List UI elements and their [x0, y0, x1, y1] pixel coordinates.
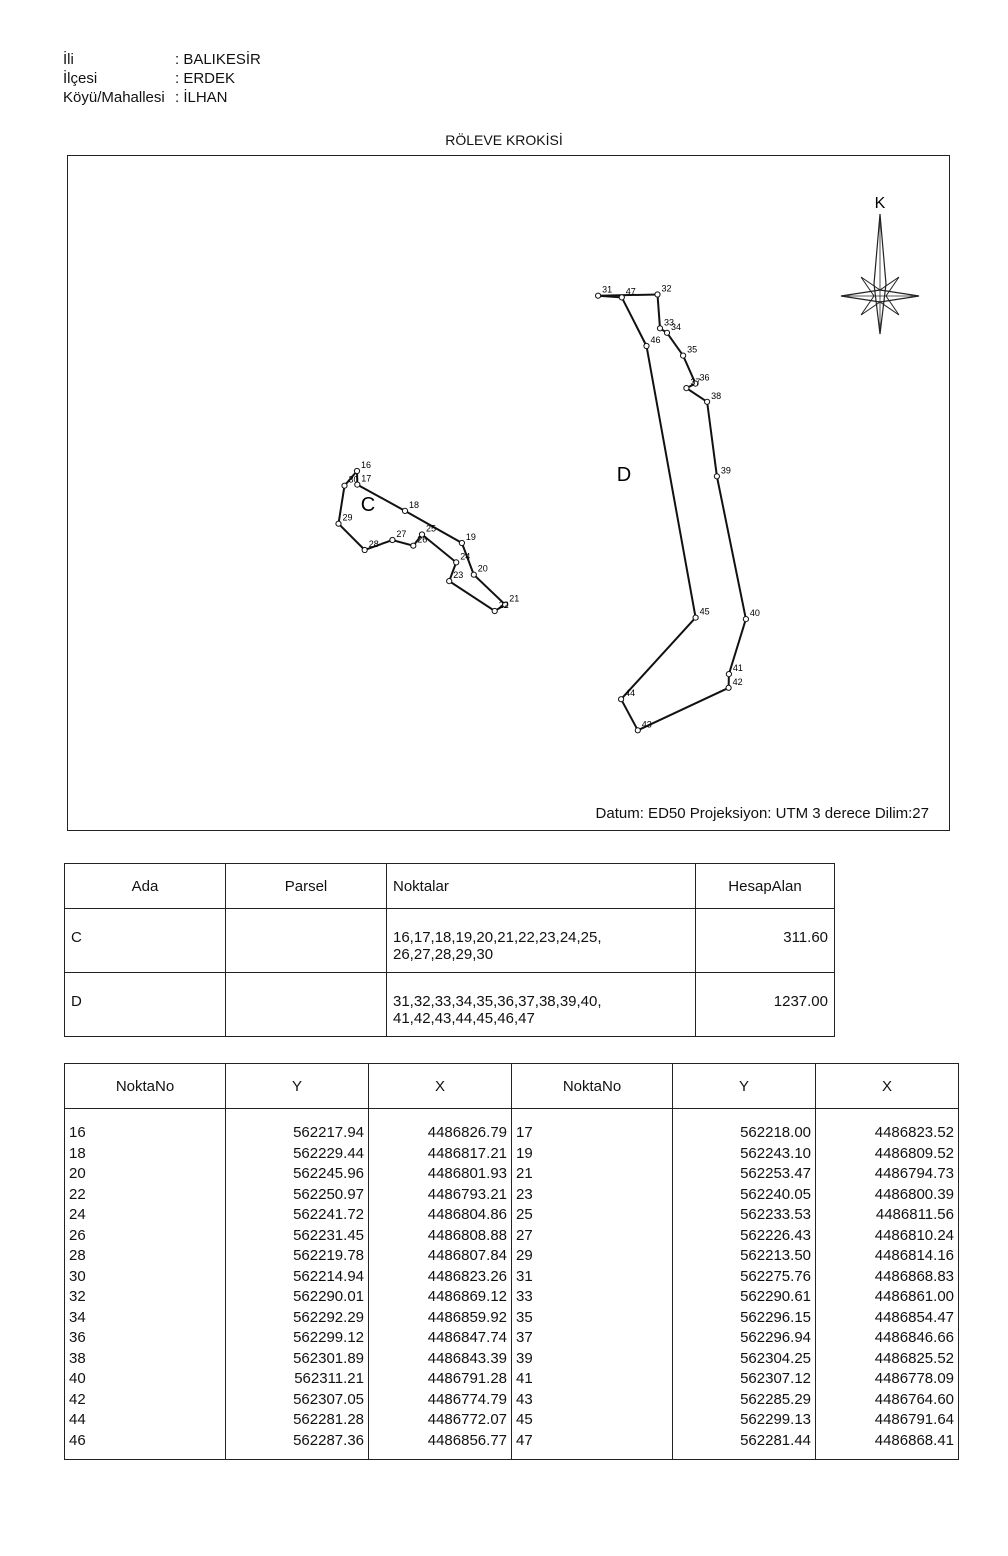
cell-x: 4486846.66: [816, 1328, 959, 1349]
il-value: : BALIKESİR: [175, 51, 261, 68]
table-row: [65, 1369, 959, 1390]
point-label: 39: [720, 465, 731, 476]
point-marker: [726, 672, 731, 677]
cell-x: 4486794.73: [816, 1164, 959, 1185]
cell-x: 4486825.52: [816, 1349, 959, 1370]
cell-x: 4486856.77: [369, 1431, 512, 1460]
point-marker: [655, 292, 660, 297]
cell-noktano: 27: [512, 1226, 673, 1247]
cell-y: 562219.78: [226, 1246, 369, 1267]
table-row: [65, 1164, 959, 1185]
cell-x: 4486801.93: [369, 1164, 512, 1185]
point-label: 31: [602, 284, 613, 295]
point-label: 36: [699, 372, 710, 383]
table-row: [65, 973, 835, 1037]
point-label: 47: [625, 286, 636, 297]
cell-noktano: 16: [65, 1109, 226, 1144]
cell-y: 562299.12: [226, 1328, 369, 1349]
point-label: 16: [361, 460, 372, 470]
table-row: [65, 1109, 959, 1144]
cell-y: 562226.43: [673, 1226, 816, 1247]
point-label: 27: [396, 529, 407, 539]
cell-noktano: 37: [512, 1328, 673, 1349]
parcel-table-header: [65, 864, 835, 909]
point-label: 45: [699, 606, 710, 617]
table-row: [65, 1246, 959, 1267]
cell-x: 4486809.52: [816, 1144, 959, 1165]
cell-noktano: 31: [512, 1267, 673, 1288]
point-marker: [390, 537, 395, 542]
noktalar-line: 31,32,33,34,35,36,37,38,39,40,: [393, 993, 602, 1010]
cell-y: 562253.47: [673, 1164, 816, 1185]
table-row: [65, 909, 835, 973]
point-label: 42: [732, 676, 743, 687]
point-marker: [411, 543, 416, 548]
cell-noktano: 45: [512, 1410, 673, 1431]
cell-x: 4486823.52: [816, 1109, 959, 1144]
col-y: Y: [673, 1064, 816, 1109]
point-label: 37: [690, 377, 701, 388]
cell-x: 4486817.21: [369, 1144, 512, 1165]
cell-x: 4486764.60: [816, 1390, 959, 1411]
point-label: 19: [465, 532, 476, 542]
cell-noktano: 21: [512, 1164, 673, 1185]
point-label: 17: [361, 473, 372, 484]
cell-noktano: 26: [65, 1226, 226, 1247]
table-row: [65, 1431, 959, 1460]
cell-x: 4486861.00: [816, 1287, 959, 1308]
cell-parsel: [226, 909, 387, 973]
point-label: 28: [368, 539, 379, 549]
cell-y: 562229.44: [226, 1144, 369, 1165]
cell-x: 4486869.12: [369, 1287, 512, 1308]
cell-y: 562213.50: [673, 1246, 816, 1267]
cell-x: 4486800.39: [816, 1185, 959, 1206]
point-label: 43: [641, 719, 652, 730]
point-label: 40: [749, 608, 760, 619]
col-parsel: Parsel: [226, 864, 387, 909]
sketch-title: RÖLEVE KROKİSİ: [445, 132, 563, 148]
coordinate-table-header: [65, 1064, 959, 1109]
point-label: 23: [453, 570, 464, 581]
cell-y: 562287.36: [226, 1431, 369, 1460]
point-label: 32: [661, 283, 672, 294]
parcels-layer: [336, 284, 760, 733]
point-label: 20: [477, 563, 488, 574]
cell-x: 4486868.83: [816, 1267, 959, 1288]
cell-x: 4486807.84: [369, 1246, 512, 1267]
cell-x: 4486868.41: [816, 1431, 959, 1460]
col-hesapalan: HesapAlan: [696, 864, 835, 909]
coordinate-rows: [65, 1109, 959, 1460]
cell-x: 4486791.28: [369, 1369, 512, 1390]
point-marker: [342, 483, 347, 488]
table-row: [65, 1267, 959, 1288]
cell-noktano: 22: [65, 1185, 226, 1206]
cell-parsel: [226, 973, 387, 1037]
point-label: 41: [732, 663, 743, 674]
col-noktano: NoktaNo: [512, 1064, 673, 1109]
noktalar-line: 16,17,18,19,20,21,22,23,24,25,: [393, 929, 602, 946]
point-label: 26: [417, 534, 428, 545]
point-marker: [635, 728, 640, 733]
ilce-value: : ERDEK: [175, 70, 236, 87]
cell-noktano: 24: [65, 1205, 226, 1226]
cell-noktano: 28: [65, 1246, 226, 1267]
cell-y: 562245.96: [226, 1164, 369, 1185]
koy-value: : İLHAN: [175, 89, 228, 106]
cell-noktano: 43: [512, 1390, 673, 1411]
cell-ada: D: [65, 973, 226, 1037]
table-row: [65, 1349, 959, 1370]
point-label: 33: [664, 317, 675, 328]
cell-y: 562285.29: [673, 1390, 816, 1411]
datum-note: Datum: ED50 Projeksiyon: UTM 3 derece Dilim:27: [595, 805, 929, 822]
cell-x: 4486810.24: [816, 1226, 959, 1247]
survey-sketch: [67, 155, 950, 831]
point-label: 35: [687, 344, 698, 355]
cell-x: 4486772.07: [369, 1410, 512, 1431]
sketch-canvas: [68, 156, 951, 832]
cell-x: 4486826.79: [369, 1109, 512, 1144]
point-marker: [492, 608, 497, 613]
parcel-c-label: C: [360, 494, 376, 516]
cell-x: 4486804.86: [369, 1205, 512, 1226]
cell-noktalar: [387, 909, 696, 973]
table-row: [65, 1144, 959, 1165]
cell-noktano: 35: [512, 1308, 673, 1329]
table-row: [65, 1226, 959, 1247]
cell-y: 562241.72: [226, 1205, 369, 1226]
point-label: 22: [498, 600, 509, 610]
cell-x: 4486774.79: [369, 1390, 512, 1411]
cell-x: 4486811.56: [816, 1205, 959, 1226]
cell-noktano: 20: [65, 1164, 226, 1185]
cell-y: 562299.13: [673, 1410, 816, 1431]
cell-y: 562290.61: [673, 1287, 816, 1308]
coordinate-table: [64, 1063, 959, 1460]
point-label: 24: [460, 551, 471, 562]
cell-noktano: 19: [512, 1144, 673, 1165]
cell-y: 562301.89: [226, 1349, 369, 1370]
cell-noktano: 40: [65, 1369, 226, 1390]
cell-y: 562304.25: [673, 1349, 816, 1370]
table-row: [65, 1205, 959, 1226]
point-marker: [402, 508, 407, 513]
cell-noktano: 42: [65, 1390, 226, 1411]
cell-noktano: 47: [512, 1431, 673, 1460]
point-marker: [619, 697, 624, 702]
cell-y: 562296.94: [673, 1328, 816, 1349]
cell-noktano: 30: [65, 1267, 226, 1288]
cell-noktano: 32: [65, 1287, 226, 1308]
table-row: [65, 1287, 959, 1308]
il-label: İli: [63, 51, 74, 68]
cell-y: 562240.05: [673, 1185, 816, 1206]
cell-y: 562231.45: [226, 1226, 369, 1247]
point-marker: [336, 521, 341, 526]
cell-x: 4486791.64: [816, 1410, 959, 1431]
cell-y: 562292.29: [226, 1308, 369, 1329]
point-marker: [454, 560, 459, 565]
cell-noktano: 41: [512, 1369, 673, 1390]
noktalar-line: 26,27,28,29,30: [393, 946, 494, 963]
col-noktalar: Noktalar: [387, 864, 696, 909]
point-marker: [657, 326, 662, 331]
cell-x: 4486808.88: [369, 1226, 512, 1247]
parcel-d-label: D: [616, 464, 632, 486]
ilce-label: İlçesi: [63, 70, 98, 87]
cell-noktalar: [387, 973, 696, 1037]
point-marker: [619, 295, 624, 300]
cell-x: 4486778.09: [816, 1369, 959, 1390]
cell-y: 562275.76: [673, 1267, 816, 1288]
cell-x: 4486847.74: [369, 1328, 512, 1349]
point-label: 38: [711, 390, 722, 401]
table-row: [65, 1390, 959, 1411]
point-marker: [664, 330, 669, 335]
cell-x: 4486793.21: [369, 1185, 512, 1206]
cell-alan: 311.60: [696, 909, 835, 973]
table-row: [65, 1308, 959, 1329]
col-noktano: NoktaNo: [65, 1064, 226, 1109]
cell-noktano: 17: [512, 1109, 673, 1144]
point-marker: [743, 617, 748, 622]
col-x: X: [816, 1064, 959, 1109]
point-marker: [459, 540, 464, 545]
point-label: 44: [625, 688, 636, 699]
table-row: [65, 1328, 959, 1349]
north-label: K: [874, 195, 886, 212]
point-label: 46: [650, 335, 661, 345]
cell-noktano: 25: [512, 1205, 673, 1226]
cell-noktano: 34: [65, 1308, 226, 1329]
cell-y: 562307.12: [673, 1369, 816, 1390]
cell-noktano: 36: [65, 1328, 226, 1349]
cell-x: 4486823.26: [369, 1267, 512, 1288]
cell-noktano: 46: [65, 1431, 226, 1460]
point-label: 21: [509, 593, 520, 604]
table-row: [65, 1185, 959, 1206]
parcel-table: [64, 863, 835, 1037]
cell-y: 562296.15: [673, 1308, 816, 1329]
cell-noktano: 29: [512, 1246, 673, 1267]
cell-y: 562217.94: [226, 1109, 369, 1144]
cell-y: 562311.21: [226, 1369, 369, 1390]
point-marker: [596, 293, 601, 298]
cell-y: 562243.10: [673, 1144, 816, 1165]
cell-y: 562281.28: [226, 1410, 369, 1431]
cell-x: 4486843.39: [369, 1349, 512, 1370]
cell-y: 562307.05: [226, 1390, 369, 1411]
point-label: 30: [348, 474, 359, 485]
point-marker: [693, 615, 698, 620]
cell-ada: C: [65, 909, 226, 973]
col-ada: Ada: [65, 864, 226, 909]
point-marker: [681, 353, 686, 358]
cell-y: 562214.94: [226, 1267, 369, 1288]
point-marker: [705, 399, 710, 404]
point-marker: [684, 386, 689, 391]
cell-x: 4486859.92: [369, 1308, 512, 1329]
point-label: 18: [409, 499, 420, 510]
point-marker: [644, 343, 649, 348]
north-arrow-icon: [841, 195, 919, 334]
cell-noktano: 33: [512, 1287, 673, 1308]
cell-x: 4486814.16: [816, 1246, 959, 1267]
cell-noktano: 38: [65, 1349, 226, 1370]
noktalar-line: 41,42,43,44,45,46,47: [393, 1010, 535, 1027]
cell-y: 562218.00: [673, 1109, 816, 1144]
col-y: Y: [226, 1064, 369, 1109]
cell-alan: 1237.00: [696, 973, 835, 1037]
point-marker: [471, 572, 476, 577]
cell-y: 562233.53: [673, 1205, 816, 1226]
point-marker: [726, 685, 731, 690]
cell-x: 4486854.47: [816, 1308, 959, 1329]
cell-noktano: 44: [65, 1410, 226, 1431]
cell-noktano: 23: [512, 1185, 673, 1206]
point-marker: [447, 579, 452, 584]
col-x: X: [369, 1064, 512, 1109]
point-marker: [714, 474, 719, 479]
cell-y: 562281.44: [673, 1431, 816, 1460]
table-row: [65, 1410, 959, 1431]
cell-y: 562290.01: [226, 1287, 369, 1308]
point-label: 29: [342, 512, 353, 523]
cell-y: 562250.97: [226, 1185, 369, 1206]
point-label: 34: [671, 321, 682, 332]
point-marker: [354, 468, 359, 473]
point-label: 25: [426, 523, 437, 534]
parcel-d-boundary: [598, 295, 746, 731]
koy-label: Köyü/Mahallesi: [63, 89, 165, 106]
cell-noktano: 18: [65, 1144, 226, 1165]
point-marker: [362, 547, 367, 552]
cell-noktano: 39: [512, 1349, 673, 1370]
